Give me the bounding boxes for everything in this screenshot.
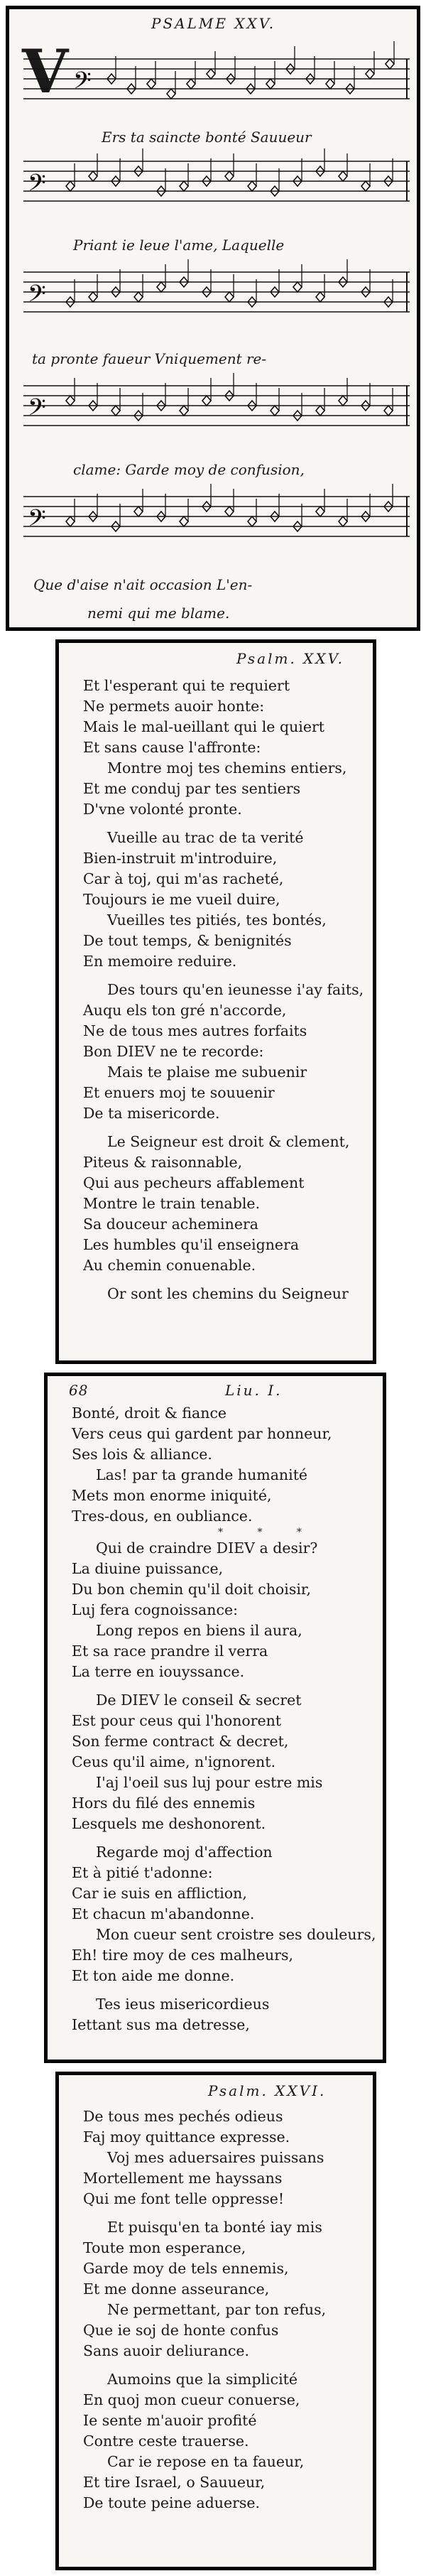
text-line: Garde moy de tels ennemis,: [83, 2260, 289, 2277]
music-page: [6, 6, 420, 631]
note-icon: [271, 406, 279, 416]
note-icon: [225, 292, 234, 302]
clef-icon: 𝄢: [28, 281, 46, 313]
text-line: Et sans cause l'affronte:: [83, 739, 261, 756]
text-line: Hors du filé des ennemis: [72, 1795, 256, 1812]
text-line: Vueilles tes pitiés, tes bontés,: [107, 911, 327, 929]
text-line: Ie sente m'auoir profité: [83, 2412, 257, 2429]
verse-line: nemi qui me blame.: [87, 605, 230, 622]
note-icon: [66, 181, 75, 191]
psalm-header: PSALME XXV.: [151, 15, 276, 32]
text-line: Long repos en biens il aura,: [96, 1622, 302, 1639]
note-icon: [89, 171, 97, 181]
text-line: Bien-instruit m'introduire,: [83, 850, 278, 867]
note-icon: [248, 516, 256, 526]
text-line: Des tours qu'en ieunesse i'ay faits,: [107, 981, 364, 998]
text-line: Qui me font telle oppresse!: [83, 2190, 285, 2207]
text-line: Sans auoir deliurance.: [83, 2342, 250, 2359]
verse-line: clame: Garde moy de confusion,: [73, 461, 305, 478]
clef-icon: 𝄢: [73, 67, 92, 100]
note-icon: [316, 292, 324, 302]
note-icon: [66, 516, 75, 526]
text-line: Montre le train tenable.: [83, 1195, 261, 1212]
text-line: Vueille au trac de ta verité: [107, 829, 304, 846]
text-line: D'vne volonté pronte.: [83, 801, 242, 818]
text-line: Tes ieus misericordieus: [96, 1996, 270, 2013]
text-line: Car ie suis en affliction,: [72, 1885, 247, 1902]
note-icon: [167, 89, 175, 99]
note-icon: [134, 507, 143, 516]
verse-line: ta pronte faueur Vniquement re-: [32, 350, 267, 367]
text-line: Ne permettant, par ton refus,: [107, 2301, 327, 2318]
text-line: Tres-dous, en oubliance.: [72, 1508, 253, 1525]
running-head: Liu. I.: [225, 1382, 283, 1399]
note-icon: [386, 59, 394, 69]
text-line: Est pour ceus qui l'honorent: [72, 1712, 282, 1729]
text-line: Et me donne asseurance,: [83, 2280, 270, 2298]
note-icon: [202, 396, 211, 406]
text-line: I'aj l'oeil sus luj pour estre mis: [96, 1774, 323, 1791]
text-line: De toute peine aduerse.: [83, 2494, 261, 2511]
note-icon: [134, 292, 143, 302]
text-line: La diuine puissance,: [72, 1560, 224, 1577]
text-line: De tout temps, & benignités: [83, 932, 292, 949]
text-line: Bonté, droit & fiance: [72, 1405, 227, 1422]
note-icon: [316, 406, 324, 416]
text-line: Mortellement me hayssans: [83, 2170, 283, 2187]
text-line: Car à toj, qui m'as racheté,: [83, 870, 284, 887]
text-line: En quoj mon cueur conuerse,: [83, 2391, 300, 2408]
text-line: Faj moy quittance expresse.: [83, 2128, 290, 2145]
note-icon: [147, 79, 155, 89]
text-line: Aumoins que la simplicité: [107, 2371, 298, 2388]
music-staff: [23, 38, 410, 130]
verse-line: Priant ie leue l'ame, Laquelle: [73, 237, 285, 254]
text-line: Piteus & raisonnable,: [83, 1154, 243, 1171]
text-line: Ceus qu'il aime, n'ignorent.: [72, 1753, 275, 1770]
music-staff: [23, 140, 410, 232]
running-head: Psalm. XXV.: [236, 650, 344, 667]
text-line: Bon DIEV ne te recorde:: [83, 1043, 264, 1060]
note-icon: [366, 69, 374, 79]
text-line: Mais te plaise me subuenir: [107, 1064, 307, 1081]
note-icon: [180, 181, 188, 191]
text-line: Auqu els ton gré n'accorde,: [83, 1002, 287, 1019]
text-line: De tous mes pechés odieus: [83, 2108, 283, 2125]
text-line: Du bon chemin qu'il doit choisir,: [72, 1581, 311, 1598]
note-icon: [361, 181, 370, 191]
text-line: Ne de tous mes autres forfaits: [83, 1022, 307, 1039]
text-line: Toujours ie me vueil duire,: [83, 891, 280, 908]
text-line: Lesquels me deshonorent.: [72, 1815, 266, 1832]
note-icon: [180, 406, 188, 416]
clef-icon: 𝄢: [28, 170, 46, 202]
note-icon: [207, 69, 215, 79]
text-line: Voj mes aduersaires puissans: [107, 2149, 324, 2166]
text-line: De DIEV le conseil & secret: [96, 1692, 302, 1709]
text-line: Eh! tire moy de ces malheurs,: [72, 1947, 294, 1964]
text-page: [44, 1373, 386, 2063]
text-line: Contre ceste trauerse.: [83, 2432, 249, 2450]
clef-icon: 𝄢: [28, 394, 46, 427]
section-asterisks-icon: * * *: [218, 1527, 317, 1538]
text-line: Ne permets auoir honte:: [83, 698, 265, 715]
note-icon: [111, 406, 120, 416]
text-line: En memoire reduire.: [83, 953, 237, 970]
text-line: Las! par ta grande humanité: [96, 1466, 308, 1483]
note-icon: [157, 282, 165, 292]
text-line: Montre moj tes chemins entiers,: [107, 759, 347, 776]
text-line: Sa douceur acheminera: [83, 1216, 258, 1233]
note-icon: [180, 516, 188, 526]
text-line: Et ton aide me donne.: [72, 1967, 235, 1984]
note-icon: [66, 396, 75, 406]
text-line: Qui aus pecheurs affablement: [83, 1174, 305, 1191]
music-staff: [23, 251, 410, 343]
text-line: La terre en iouyssance.: [72, 1663, 245, 1680]
text-line: Or sont les chemins du Seigneur: [107, 1285, 349, 1302]
text-line: Mon cueur sent croistre ses douleurs,: [96, 1926, 376, 1943]
verse-line: Que d'aise n'ait occasion L'en-: [33, 576, 253, 593]
text-line: Mais le mal-ueillant qui le quiert: [83, 718, 324, 735]
text-line: Mets mon enorme iniquité,: [72, 1487, 272, 1504]
text-line: Et puisqu'en ta bonté iay mis: [107, 2219, 322, 2236]
note-icon: [339, 171, 347, 181]
text-page: [55, 639, 376, 1364]
text-line: Le Seigneur est droit & clement,: [107, 1133, 350, 1150]
text-line: Et chacun m'abandonne.: [72, 1905, 255, 1922]
text-line: Regarde moj d'affection: [96, 1844, 273, 1861]
text-line: Et me conduj par tes sentiers: [83, 780, 301, 797]
note-icon: [89, 292, 97, 302]
text-line: Son ferme contract & decret,: [72, 1733, 289, 1750]
note-icon: [316, 507, 324, 516]
note-icon: [187, 79, 195, 89]
note-icon: [339, 516, 347, 526]
text-line: Car ie repose en ta faueur,: [107, 2453, 305, 2470]
text-line: Que ie soj de honte confus: [83, 2322, 279, 2339]
music-staff: [23, 364, 410, 457]
note-icon: [248, 181, 256, 191]
drop-cap: V: [22, 36, 69, 107]
clef-icon: 𝄢: [28, 505, 46, 538]
text-line: Et l'esperant qui te requiert: [83, 677, 290, 694]
text-line: Luj fera cognoissance:: [72, 1601, 238, 1618]
text-line: Vers ceus qui gardent par honneur,: [72, 1425, 332, 1442]
note-icon: [225, 507, 234, 516]
note-icon: [266, 79, 275, 89]
note-icon: [293, 282, 302, 292]
note-icon: [339, 396, 347, 406]
text-line: Iettant sus ma detresse,: [72, 2016, 250, 2033]
text-line: Qui de craindre DIEV a desir?: [96, 1539, 318, 1557]
text-line: Et tire Israel, o Sauueur,: [83, 2474, 266, 2491]
note-icon: [326, 79, 334, 89]
text-line: Ses lois & alliance.: [72, 1446, 212, 1463]
text-line: De ta misericorde.: [83, 1105, 220, 1122]
note-icon: [384, 406, 393, 416]
verse-line: Ers ta saincte bonté Sauueur: [102, 129, 312, 146]
text-line: Au chemin conuenable.: [83, 1257, 256, 1274]
text-line: Et sa race prandre il verra: [72, 1643, 268, 1660]
running-head: Psalm. XXVI.: [208, 2082, 327, 2099]
music-staff: [23, 475, 410, 568]
text-line: Et à pitié t'adonne:: [72, 1864, 213, 1881]
note-icon: [225, 171, 234, 181]
text-page: [55, 2072, 376, 2570]
text-line: Les humbles qu'il enseignera: [83, 1236, 300, 1253]
page-number: 68: [69, 1382, 89, 1399]
text-line: Toute mon esperance,: [83, 2239, 246, 2256]
text-line: Et enuers moj te souuenir: [83, 1084, 275, 1101]
